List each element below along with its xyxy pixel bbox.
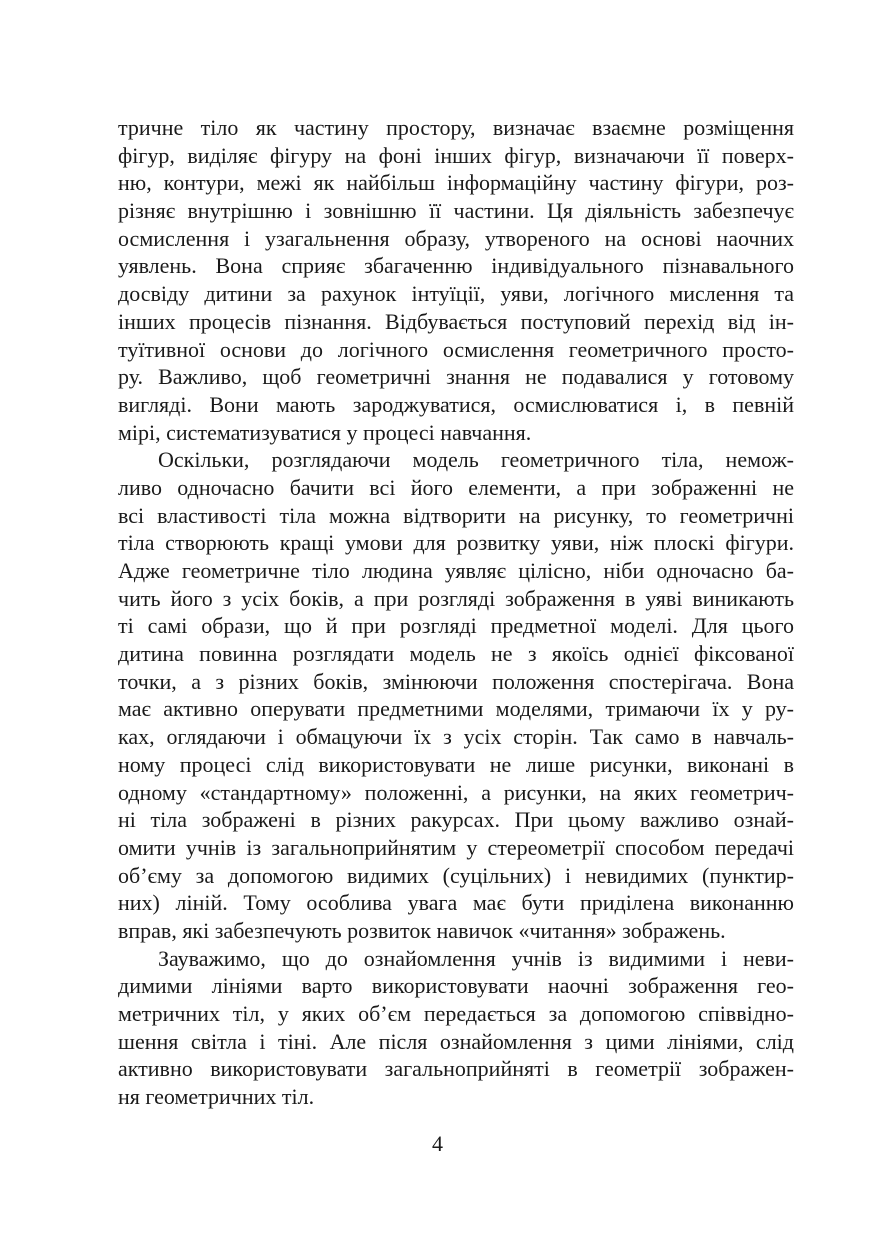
page-number: 4 xyxy=(432,1131,443,1156)
text-line: чить його з усіх боків, а при розгляді зображення в уяві виникають xyxy=(118,585,794,611)
text-line: метричних тіл, у яких об’єм передається за допомогою співвідно- xyxy=(118,1001,794,1026)
text-line: вигляді. Вони мають зароджуватися, осмислюватися і, в певній xyxy=(118,391,794,417)
text-line: осмислення і узагальнення образу, утвореного на основі наочних xyxy=(118,225,794,251)
paragraph-1 xyxy=(118,114,794,446)
text-line: Оскільки, розглядаючи модель геометричного тіла, немож- xyxy=(158,447,794,473)
text-line: Адже геометричне тіло людина уявляє цілісно, ніби одночасно ба- xyxy=(118,558,794,583)
text-line: ному процесі слід використовувати не лише рисунки, виконані в xyxy=(118,751,794,777)
text-line: фігур, виділяє фігуру на фоні інших фігур, визначаючи її поверх- xyxy=(118,142,794,168)
page-body xyxy=(118,114,794,1111)
text-line: мірі, систематизуватися у процесі навчання. xyxy=(118,419,532,445)
text-line: об’єму за допомогою видимих (суцільних) і невидимих (пунктир- xyxy=(118,862,794,888)
text-line: ті самі образи, що й при розгляді предметної моделі. Для цього xyxy=(118,613,794,639)
text-line: точки, а з різних боків, змінюючи положення спостерігача. Вона xyxy=(118,668,794,694)
text-line: різняє внутрішню і зовнішню її частини. Ця діяльність забезпечує xyxy=(118,198,794,224)
paragraph-2 xyxy=(118,446,794,944)
text-line: одному «стандартному» положенні, а рисунки, на яких геометрич- xyxy=(118,779,794,805)
paragraph-3 xyxy=(118,945,794,1111)
text-line: ню, контури, межі як найбільш інформаційну частину фігури, роз- xyxy=(118,170,794,196)
text-line: ні тіла зображені в різних ракурсах. При цьому важливо ознай- xyxy=(118,807,794,833)
text-line: всі властивості тіла можна відтворити на рисунку, то геометричні xyxy=(118,502,794,528)
text-line: тричне тіло як частину простору, визначає взаємне розміщення xyxy=(118,115,794,140)
text-line: омити учнів із загальноприйнятим у стереометрії способом передачі xyxy=(118,834,794,860)
text-line: досвіду дитини за рахунок інтуїції, уяви, логічного мислення та xyxy=(118,281,794,307)
text-line: ливо одночасно бачити всі його елементи, а при зображенні не xyxy=(118,474,794,500)
text-line: ках, оглядаючи і обмацуючи їх з усіх сторін. Так само в навчаль- xyxy=(118,724,794,750)
text-line: дитина повинна розглядати модель не з якоїсь однієї фіксованої xyxy=(118,641,794,667)
text-line: вправ, які забезпечують розвиток навичок «читання» зображень. xyxy=(118,917,726,943)
text-line: активно використовувати загальноприйняті в геометрії зображен- xyxy=(118,1056,794,1082)
text-line: ру. Важливо, щоб геометричні знання не подавалися у готовому xyxy=(118,364,794,390)
text-line: тіла створюють кращі умови для розвитку уяви, ніж плоскі фігури. xyxy=(118,530,794,556)
text-line: туїтивної основи до логічного осмислення геометричного просто- xyxy=(118,336,794,362)
text-line: Зауважимо, що до ознайомлення учнів із видимими і неви- xyxy=(158,945,794,971)
text-line: шення світла і тіні. Але після ознайомлення з цими лініями, слід xyxy=(118,1028,794,1054)
text-line: інших процесів пізнання. Відбувається поступовий перехід від ін- xyxy=(118,308,794,334)
text-line: ня геометричних тіл. xyxy=(118,1084,315,1110)
text-line: димими лініями варто використовувати наочні зображення гео- xyxy=(118,973,794,999)
text-line: уявлень. Вона сприяє збагаченню індивідуального пізнавального xyxy=(118,253,794,279)
text-line: має активно оперувати предметними моделями, тримаючи їх у ру- xyxy=(118,696,794,722)
text-line: них) ліній. Тому особлива увага має бути приділена виконанню xyxy=(118,890,794,916)
